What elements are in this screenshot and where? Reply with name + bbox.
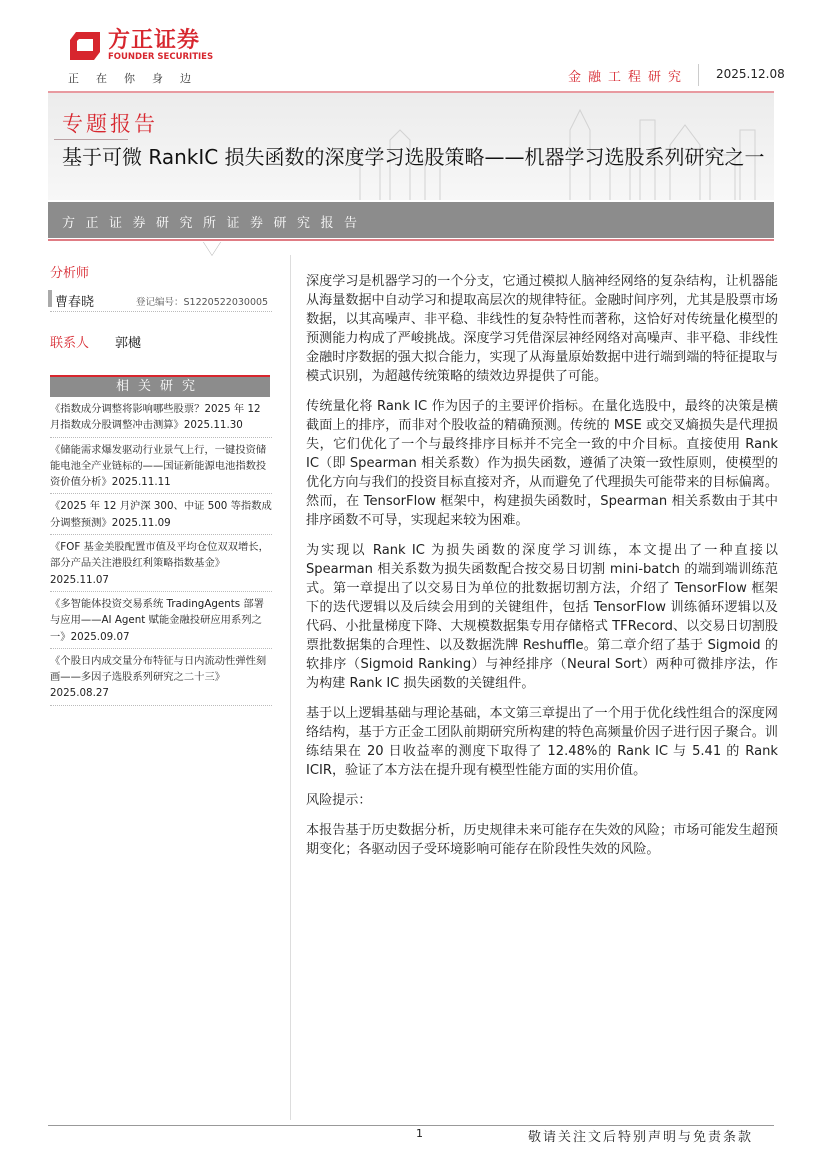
risk-heading: 风险提示：: [306, 793, 372, 808]
related-research-link[interactable]: 《FOF 基金美股配置市值及平均仓位双双增长，部分产品关注港股红利策略指数基金》2025.11.07: [50, 538, 272, 592]
logo-text-cn: 方正证券: [108, 28, 201, 53]
institute-label: 方正证券研究所证券研究报告: [62, 216, 368, 231]
divider: [50, 311, 272, 312]
summary-paragraph: 深度学习是机器学习的一个分支，它通过模拟人脑神经网络的复杂结构，让机器能从海量数据中自动学习和提取高层次的规律特征。金融时间序列，尤其是股票市场数据，以其高噪声、非平稳、非线性的复杂特性而著称，这恰好对传统量化模型的预测能力构成了严峻挑战。深度学习凭借深层神经网络对高噪声、非平稳、非线性金融时序数据的强大拟合能力，实现了从海量原始数据中进行端到端的特征提取与模式识别，为超越传统策略的绩效边界提供了可能。: [306, 274, 778, 384]
related-research-link[interactable]: 《多智能体投资交易系统 TradingAgents 部署与应用——AI Agent 赋能金融投研应用系列之一》2025.09.07: [50, 595, 272, 649]
logo-text-en: FOUNDER SECURITIES: [108, 52, 214, 62]
related-research-header: 相关研究: [50, 375, 270, 397]
related-research-link[interactable]: 《储能需求爆发驱动行业景气上行，一键投资储能电池全产业链标的——国证新能源电池指数投资价值分析》2025.11.11: [50, 441, 272, 495]
report-type: 专题报告: [62, 112, 158, 136]
page-number: 1: [416, 1127, 423, 1140]
banner-bottom-rule: [48, 239, 774, 241]
contact-name: 郭樾: [115, 336, 142, 351]
notch-decoration: [203, 241, 221, 255]
analyst-label: 分析师: [50, 266, 90, 281]
report-title: 基于可微 RankIC 损失函数的深度学习选股策略——机器学习选股系列研究之一: [62, 145, 765, 169]
related-research-link[interactable]: 《个股日内成交量分布特征与日内流动性弹性刻画——多因子选股系列研究之二十三》2025.08.27: [50, 652, 272, 706]
report-type-underline: [54, 139, 128, 140]
disclaimer-note: 敬请关注文后特别声明与免责条款: [528, 1130, 754, 1145]
analyst-name: 曹春晓: [55, 295, 95, 310]
slogan: 正在你身边: [68, 72, 208, 85]
institute-bar: [48, 202, 774, 238]
related-research-link[interactable]: 《2025 年 12 月沪深 300、中证 500 等指数成分调整预测》2025.11.09: [50, 497, 272, 535]
summary-paragraph: 为实现以 Rank IC 为损失函数的深度学习训练，本文提出了一种直接以 Spearman 相关系数为损失函数配合按交易日切割 mini-batch 的端到端训练范式。第一章提出了以交易日为单位的批数据切割方法，介绍了 TensorFlow 框架下的迭代逻辑以及后续会用到的关键组件，包括 TensorFlow 训练循环逻辑以及代码、小批量梯度下降、大规模数据集专用存储格式 TFRecord、以交易日切割股票批数据集的合理性、以及数据洗牌 Reshuffle。第二章介绍了基于 Sigmoid 的软排序（Sigmoid Ranking）与神经排序（Neural Sort）两种可微排序法，作为构建 Rank IC 损失函数的关键组件。: [306, 543, 778, 691]
header-divider: [698, 64, 699, 86]
logo-mark-icon: [68, 30, 102, 62]
related-research-list: [50, 400, 272, 709]
summary-paragraph: 基于以上逻辑基础与理论基础，本文第三章提出了一个用于优化线性组合的深度网络结构，基于方正金工团队前期研究所构建的特色高频量价因子进行因子聚合。训练结果在 20 日收益率的测度下取得了 12.48%的 Rank IC 与 5.41 的 Rank ICIR，验证了本方法在提升现有模型性能方面的实用价值。: [306, 706, 778, 778]
risk-paragraph: 本报告基于历史数据分析，历史规律未来可能存在失效的风险；市场可能发生超预期变化；各驱动因子受环境影响可能存在阶段性失效的风险。: [306, 823, 778, 857]
analyst-marker: [48, 290, 52, 307]
contact-label: 联系人: [50, 336, 90, 351]
department-label: 金融工程研究: [568, 70, 689, 85]
analyst-registration: 登记编号：S1220522030005: [136, 297, 269, 308]
summary-paragraph: 传统量化将 Rank IC 作为因子的主要评价指标。在量化选股中，最终的决策是横截面上的排序，而非对个股收益的精确预测。传统的 MSE 或交叉熵损失是代理损失，它们优化了一个与最终排序目标并不完全一致的中介目标。直接使用 Rank IC（即 Spearman 相关系数）作为损失函数，遵循了决策一致性原则，使模型的优化方向与我们的投资目标直接对齐，从而避免了代理损失可能带来的目标偏离。然而，在 TensorFlow 框架中，构建损失函数时，Spearman 相关系数由于其中排序函数不可导，实现起来较为困难。: [306, 399, 778, 528]
related-research-link[interactable]: 《指数成分调整将影响哪些股票？2025 年 12 月指数成分股调整冲击测算》2025.11.30: [50, 400, 272, 438]
report-summary: [306, 272, 778, 870]
report-date: 2025.12.08: [716, 67, 785, 81]
company-logo: [68, 30, 213, 62]
column-divider: [290, 255, 291, 1120]
